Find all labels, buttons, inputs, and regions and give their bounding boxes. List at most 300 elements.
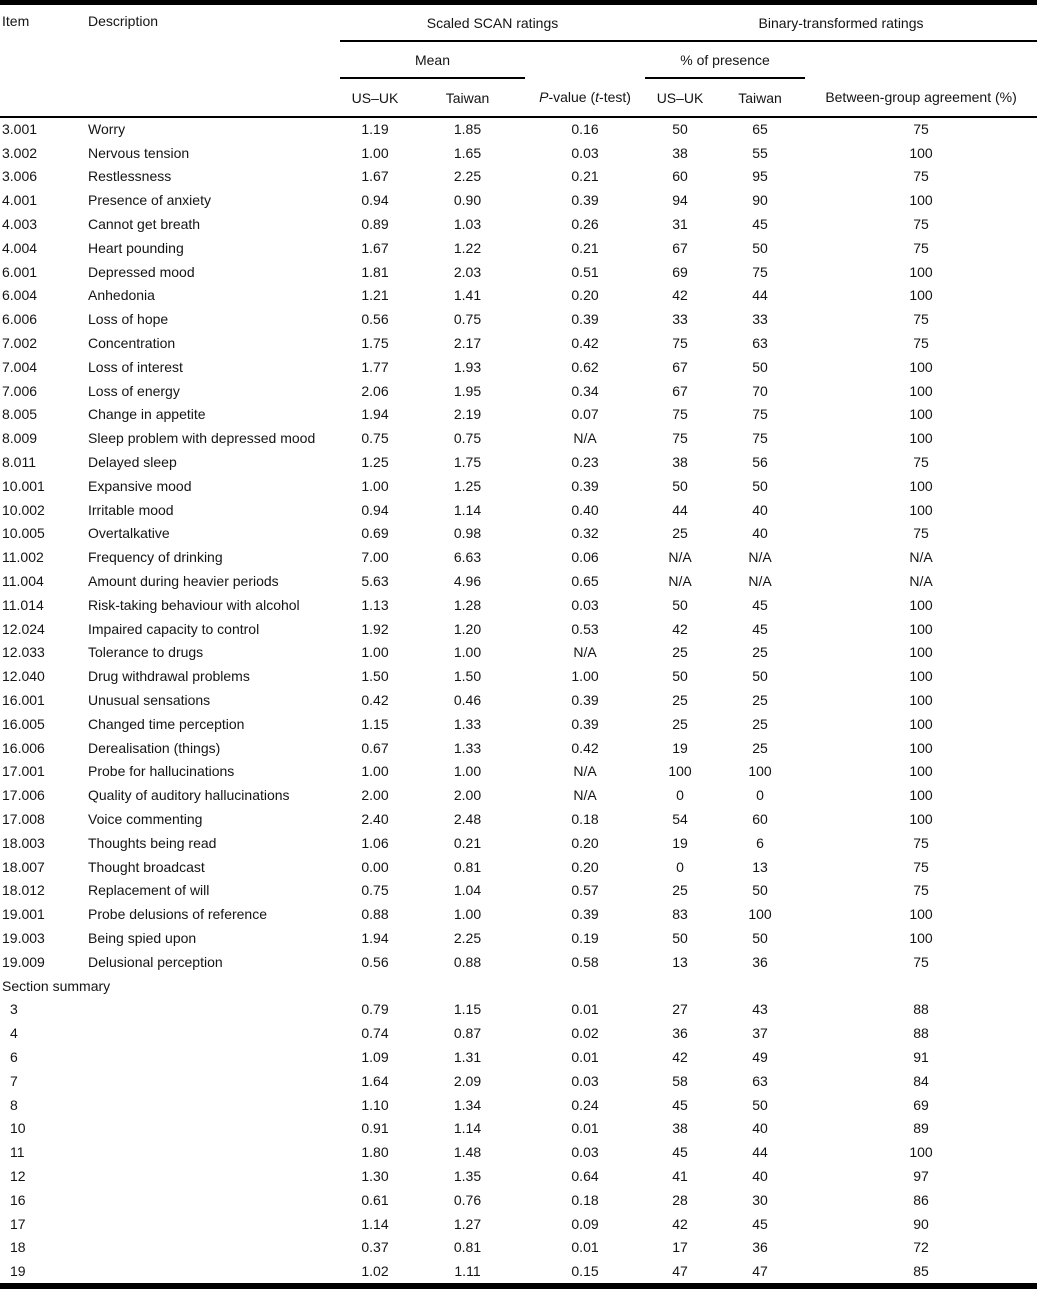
item-cell: 18 [10, 1239, 26, 1256]
p-value-cell: 0.39 [571, 906, 599, 923]
p-value-cell: 0.39 [571, 692, 599, 709]
item-cell: 18.003 [2, 834, 45, 851]
p-value-cell: 0.01 [571, 1239, 599, 1256]
us-uk-mean-cell: 0.67 [361, 739, 389, 756]
taiwan-pct-cell: 0 [756, 787, 764, 804]
desc-cell: Probe for hallucinations [88, 763, 235, 780]
table-row [0, 1116, 1037, 1140]
table-row [0, 212, 1037, 236]
us-uk-pct-cell: 75 [672, 335, 688, 352]
p-value-cell: 0.21 [571, 239, 599, 256]
table-row [0, 569, 1037, 593]
agreement-cell: 100 [909, 192, 933, 209]
agreement-cell: 75 [913, 335, 929, 352]
agreement-cell: 69 [913, 1096, 929, 1113]
taiwan-mean-cell: 1.28 [453, 596, 482, 613]
agreement-cell: 100 [909, 287, 933, 304]
table-row [0, 141, 1037, 165]
item-cell: 7.004 [2, 358, 38, 375]
desc-cell: Being spied upon [88, 929, 197, 946]
us-uk-pct-cell: 67 [672, 358, 688, 375]
us-uk-mean-cell: 0.61 [361, 1191, 389, 1208]
desc-cell: Frequency of drinking [88, 549, 223, 566]
us-uk-pct-cell: 25 [672, 525, 688, 542]
taiwan-pct-cell: 56 [752, 454, 768, 471]
us-uk-pct-cell: 75 [672, 430, 688, 447]
item-cell: 6.001 [2, 263, 38, 280]
item-cell: 10.002 [2, 501, 45, 518]
taiwan-mean-cell: 1.65 [453, 144, 482, 161]
taiwan-pct-cell: N/A [748, 549, 772, 566]
p-value-cell: 0.40 [571, 501, 599, 518]
us-uk-mean-cell: 1.00 [361, 477, 389, 494]
agreement-cell: 100 [909, 596, 933, 613]
item-cell: 12.033 [2, 644, 45, 661]
us-uk-mean-cell: 0.42 [361, 692, 389, 709]
taiwan-mean-cell: 0.81 [453, 1239, 482, 1256]
item-cell: 6.006 [2, 311, 38, 328]
table-row [0, 331, 1037, 355]
desc-cell [85, 1212, 340, 1236]
item-cell: 8.011 [2, 454, 36, 471]
p-value-cell: 0.01 [571, 1120, 599, 1137]
desc-cell: Delusional perception [88, 953, 223, 970]
us-uk-mean-cell: 0.00 [361, 858, 389, 875]
taiwan-mean-cell: 2.48 [453, 811, 482, 827]
us-uk-mean-cell: 0.37 [361, 1239, 389, 1256]
agreement-cell: 91 [913, 1048, 929, 1065]
agreement-cell: 75 [913, 953, 929, 970]
us-uk-mean-cell: 1.02 [361, 1263, 389, 1280]
item-cell: 18.007 [2, 858, 45, 875]
desc-cell: Unusual sensations [88, 692, 211, 709]
taiwan-pct-cell: 25 [752, 644, 768, 661]
us-uk-pct-cell: 42 [672, 620, 688, 637]
taiwan-pct-cell: 50 [752, 929, 768, 946]
us-uk-pct-cell: 58 [672, 1072, 688, 1089]
item-cell: 11 [10, 1144, 25, 1161]
p-value-cell: 0.62 [571, 358, 599, 375]
item-cell: 16.005 [2, 715, 45, 732]
agreement-cell: 90 [913, 1215, 929, 1232]
taiwan-mean-cell: 0.76 [453, 1191, 482, 1208]
header-spacer [525, 41, 645, 78]
p-value-cell: N/A [573, 644, 597, 661]
us-uk-mean-cell: 1.14 [361, 1215, 389, 1232]
item-cell: 12.040 [2, 668, 45, 685]
p-value-cell: 0.03 [571, 144, 599, 161]
agreement-cell: 75 [913, 858, 929, 875]
table-row [0, 474, 1037, 498]
table-row [0, 997, 1037, 1021]
us-uk-pct-cell: 25 [672, 692, 688, 709]
p-value-cell: N/A [573, 763, 597, 780]
agreement-cell: 72 [913, 1239, 929, 1256]
us-uk-pct-cell: 94 [672, 192, 688, 209]
us-uk-pct-cell: 50 [672, 596, 688, 613]
p-value-cell: 0.02 [571, 1025, 599, 1042]
taiwan-pct-cell: 100 [748, 763, 772, 780]
us-uk-pct-cell: 19 [672, 739, 688, 756]
desc-cell: Amount during heavier periods [88, 573, 279, 590]
table-row [0, 1021, 1037, 1045]
us-uk-mean-cell: 1.77 [361, 358, 389, 375]
table-row [0, 307, 1037, 331]
us-uk-pct-cell: N/A [668, 573, 692, 590]
table-row [0, 1069, 1037, 1093]
desc-cell [85, 1140, 340, 1164]
us-uk-mean-cell: 1.21 [361, 287, 389, 304]
agreement-cell: 100 [909, 763, 933, 780]
us-uk-mean-cell: 0.89 [361, 216, 389, 233]
item-cell: 3 [10, 1001, 18, 1018]
item-cell: 4.003 [2, 216, 38, 233]
desc-cell [85, 1259, 340, 1283]
us-uk-pct-cell: 50 [672, 477, 688, 494]
desc-cell [85, 1164, 340, 1188]
taiwan-mean-cell: 1.34 [453, 1096, 482, 1113]
us-uk-pct-cell: 83 [672, 906, 688, 923]
us-uk-mean-cell: 7.00 [361, 549, 389, 566]
item-cell: 7.002 [2, 335, 38, 352]
us-uk-pct-cell: 38 [672, 454, 688, 471]
table-row [0, 760, 1037, 784]
item-cell: 8 [10, 1096, 18, 1113]
p-value-cell: 0.26 [571, 216, 599, 233]
desc-cell: Loss of interest [88, 358, 183, 375]
table-row [0, 284, 1037, 308]
agreement-cell: 100 [909, 406, 933, 423]
desc-cell: Tolerance to drugs [88, 644, 204, 661]
us-uk-mean-cell: 0.91 [361, 1120, 389, 1137]
us-uk-pct-cell: 41 [672, 1167, 688, 1184]
taiwan-mean-cell: 1.27 [453, 1215, 482, 1232]
desc-cell: Voice commenting [88, 811, 203, 827]
desc-cell: Sleep problem with depressed mood [88, 430, 316, 447]
desc-cell: Drug withdrawal problems [88, 668, 250, 685]
taiwan-pct-cell: 43 [752, 1001, 768, 1018]
us-uk-mean-cell: 1.94 [361, 929, 389, 946]
table-row [0, 1093, 1037, 1117]
table-row [0, 379, 1037, 403]
table-row [0, 783, 1037, 807]
taiwan-mean-cell: 1.48 [453, 1144, 482, 1161]
us-uk-mean-cell: 0.75 [361, 430, 389, 447]
table-row [0, 1164, 1037, 1188]
p-value-cell: 0.01 [571, 1048, 599, 1065]
p-value-cell: 0.20 [571, 834, 599, 851]
us-uk-pct-cell: 54 [672, 811, 688, 827]
p-value-cell: 1.00 [571, 668, 599, 685]
taiwan-mean-cell: 2.19 [453, 406, 482, 423]
us-uk-mean-cell: 1.00 [361, 144, 389, 161]
us-uk-pct-cell: 19 [672, 834, 688, 851]
taiwan-mean-cell: 6.63 [453, 549, 482, 566]
p-value-cell: 0.16 [571, 121, 599, 138]
item-cell: 16.001 [2, 692, 45, 709]
agreement-cell: N/A [909, 573, 933, 590]
table-row [0, 902, 1037, 926]
taiwan-pct-cell: 50 [752, 1096, 768, 1113]
agreement-cell: 100 [909, 739, 933, 756]
taiwan-pct-cell: 40 [752, 1120, 768, 1137]
section-summary-label: Section summary [2, 977, 111, 994]
taiwan-pct-cell: 45 [752, 596, 768, 613]
column-header-item: Item [0, 5, 85, 117]
desc-cell: Depressed mood [88, 263, 195, 280]
us-uk-mean-cell: 1.50 [361, 668, 389, 685]
us-uk-pct-cell: 100 [668, 763, 692, 780]
us-uk-pct-cell: 17 [672, 1239, 688, 1256]
us-uk-mean-cell: 0.94 [361, 501, 389, 518]
taiwan-mean-cell: 2.03 [453, 263, 482, 280]
desc-cell: Restlessness [88, 168, 172, 185]
p-value-cell: 0.42 [571, 335, 599, 352]
taiwan-pct-cell: 90 [752, 192, 768, 209]
us-uk-mean-cell: 1.00 [361, 763, 389, 780]
taiwan-pct-cell: 50 [752, 239, 768, 256]
desc-cell [85, 997, 340, 1021]
agreement-cell: 100 [909, 787, 933, 804]
us-uk-mean-cell: 1.19 [361, 121, 389, 138]
us-uk-mean-cell: 1.94 [361, 406, 389, 423]
us-uk-pct-cell: 36 [672, 1025, 688, 1042]
taiwan-mean-cell: 2.00 [453, 787, 482, 804]
us-uk-mean-cell: 0.56 [361, 953, 389, 970]
table-row [0, 1259, 1037, 1283]
table-row [0, 855, 1037, 879]
table-row [0, 450, 1037, 474]
desc-cell: Thought broadcast [88, 858, 205, 875]
us-uk-mean-cell: 5.63 [361, 573, 389, 590]
item-cell: 10.001 [2, 477, 45, 494]
us-uk-pct-cell: 69 [672, 263, 688, 280]
us-uk-pct-cell: 0 [676, 858, 684, 875]
agreement-cell: 100 [909, 1144, 933, 1161]
table-row [0, 617, 1037, 641]
subgroup-header-mean: Mean [340, 41, 525, 78]
table-row [0, 260, 1037, 284]
taiwan-pct-cell: 50 [752, 668, 768, 685]
p-value-cell: 0.20 [571, 287, 599, 304]
taiwan-pct-cell: 75 [752, 263, 768, 280]
us-uk-pct-cell: 42 [672, 287, 688, 304]
us-uk-mean-cell: 0.74 [361, 1025, 389, 1042]
table-bottom-rule [0, 1283, 1037, 1289]
p-value-cell: 0.42 [571, 739, 599, 756]
table-row [0, 545, 1037, 569]
us-uk-mean-cell: 0.94 [361, 192, 389, 209]
agreement-cell: 75 [913, 882, 929, 899]
desc-cell: Heart pounding [88, 239, 184, 256]
us-uk-pct-cell: 27 [672, 1001, 688, 1018]
column-header-description: Description [85, 5, 340, 117]
desc-cell: Probe delusions of reference [88, 906, 267, 923]
item-cell: 3.001 [2, 121, 38, 138]
p-value-cell: 0.06 [571, 549, 599, 566]
item-cell: 7.006 [2, 382, 38, 399]
table-row [0, 188, 1037, 212]
desc-cell: Expansive mood [88, 477, 192, 494]
desc-cell [85, 1093, 340, 1117]
us-uk-pct-cell: 25 [672, 715, 688, 732]
group-header-scaled-scan-ratings: Scaled SCAN ratings [340, 5, 645, 41]
desc-cell: Loss of hope [88, 311, 169, 328]
table-row [0, 403, 1037, 427]
taiwan-mean-cell: 2.17 [453, 335, 482, 352]
taiwan-pct-cell: 25 [752, 715, 768, 732]
taiwan-pct-cell: 50 [752, 477, 768, 494]
column-header-taiwan-pct: Taiwan [715, 78, 805, 117]
us-uk-mean-cell: 1.13 [361, 596, 389, 613]
us-uk-mean-cell: 0.79 [361, 1001, 389, 1018]
us-uk-pct-cell: 47 [672, 1263, 688, 1280]
agreement-cell: 75 [913, 454, 929, 471]
p-value-cell: 0.39 [571, 311, 599, 328]
agreement-cell: 100 [909, 906, 933, 923]
taiwan-mean-cell: 1.75 [453, 454, 482, 471]
taiwan-mean-cell: 1.93 [453, 358, 482, 375]
agreement-cell: 75 [913, 216, 929, 233]
p-value-cell: 0.34 [571, 382, 599, 399]
desc-cell: Overtalkative [88, 525, 170, 542]
table-row [0, 879, 1037, 903]
item-cell: 12.024 [2, 620, 45, 637]
taiwan-mean-cell: 0.81 [453, 858, 482, 875]
us-uk-pct-cell: N/A [668, 549, 692, 566]
taiwan-mean-cell: 1.35 [453, 1167, 482, 1184]
taiwan-mean-cell: 1.03 [453, 216, 482, 233]
p-value-cell: 0.51 [571, 263, 599, 280]
p-value-cell: 0.19 [571, 929, 599, 946]
agreement-cell: 100 [909, 263, 933, 280]
desc-cell: Impaired capacity to control [88, 620, 260, 637]
taiwan-mean-cell: 1.14 [453, 501, 482, 518]
header-spacer [805, 41, 1037, 78]
taiwan-mean-cell: 0.87 [453, 1025, 482, 1042]
us-uk-pct-cell: 31 [672, 216, 688, 233]
column-header-taiwan-mean: Taiwan [410, 78, 525, 117]
us-uk-pct-cell: 25 [672, 882, 688, 899]
us-uk-mean-cell: 1.75 [361, 335, 389, 352]
taiwan-pct-cell: 63 [752, 1072, 768, 1089]
item-cell: 16 [10, 1191, 26, 1208]
taiwan-mean-cell: 1.41 [453, 287, 482, 304]
desc-cell: Irritable mood [88, 501, 174, 518]
us-uk-mean-cell: 1.00 [361, 644, 389, 661]
taiwan-mean-cell: 0.21 [453, 834, 482, 851]
item-cell: 17 [10, 1215, 26, 1232]
agreement-cell: 89 [913, 1120, 929, 1137]
item-cell: 17.006 [2, 787, 45, 804]
agreement-cell: 100 [909, 430, 933, 447]
p-value-cell: 0.18 [571, 1191, 599, 1208]
item-cell: 3.002 [2, 144, 38, 161]
agreement-cell: 100 [909, 144, 933, 161]
table-row [0, 236, 1037, 260]
taiwan-pct-cell: 45 [752, 216, 768, 233]
us-uk-pct-cell: 28 [672, 1191, 688, 1208]
desc-cell: Risk-taking behaviour with alcohol [88, 596, 300, 613]
taiwan-pct-cell: 25 [752, 739, 768, 756]
item-cell: 10.005 [2, 525, 45, 542]
desc-cell: Loss of energy [88, 382, 180, 399]
taiwan-mean-cell: 0.75 [453, 311, 482, 328]
taiwan-mean-cell: 1.25 [453, 477, 482, 494]
us-uk-mean-cell: 1.67 [361, 239, 389, 256]
item-cell: 4.004 [2, 239, 38, 256]
taiwan-pct-cell: 65 [752, 121, 768, 138]
us-uk-mean-cell: 1.15 [361, 715, 389, 732]
taiwan-mean-cell: 1.85 [453, 121, 482, 138]
desc-cell: Nervous tension [88, 144, 190, 161]
table-row [0, 807, 1037, 831]
item-cell: 11.014 [2, 596, 44, 613]
column-header-p-value: P-value (t-test) [525, 78, 645, 117]
p-value-cell: N/A [573, 787, 597, 804]
taiwan-pct-cell: 13 [752, 858, 768, 875]
item-cell: 18.012 [2, 882, 45, 899]
taiwan-mean-cell: 2.25 [453, 168, 482, 185]
taiwan-pct-cell: 40 [752, 525, 768, 542]
table-row [0, 498, 1037, 522]
agreement-cell: 75 [913, 834, 929, 851]
agreement-cell: 100 [909, 668, 933, 685]
p-value-cell: 0.53 [571, 620, 599, 637]
taiwan-pct-cell: 25 [752, 692, 768, 709]
us-uk-pct-cell: 45 [672, 1144, 688, 1161]
us-uk-mean-cell: 0.69 [361, 525, 389, 542]
taiwan-mean-cell: 1.50 [453, 668, 482, 685]
table-row [0, 522, 1037, 546]
table-row [0, 736, 1037, 760]
us-uk-mean-cell: 1.92 [361, 620, 389, 637]
item-cell: 11.004 [2, 573, 44, 590]
us-uk-mean-cell: 0.56 [361, 311, 389, 328]
us-uk-pct-cell: 67 [672, 239, 688, 256]
p-value-cell: 0.39 [571, 477, 599, 494]
column-header-us-uk-mean: US–UK [340, 78, 410, 117]
item-cell: 19.001 [2, 906, 45, 923]
agreement-cell: N/A [909, 549, 933, 566]
table-row [0, 1045, 1037, 1069]
table-row [0, 1235, 1037, 1259]
agreement-cell: 100 [909, 811, 933, 827]
us-uk-mean-cell: 1.25 [361, 454, 389, 471]
taiwan-mean-cell: 0.98 [453, 525, 482, 542]
item-cell: 17.001 [2, 763, 45, 780]
desc-cell: Presence of anxiety [88, 192, 211, 209]
p-value-cell: 0.03 [571, 1144, 599, 1161]
agreement-cell: 75 [913, 168, 929, 185]
table-row [0, 1140, 1037, 1164]
desc-cell [85, 1188, 340, 1212]
table-row [0, 165, 1037, 189]
item-cell: 11.002 [2, 549, 44, 566]
us-uk-mean-cell: 1.81 [361, 263, 389, 280]
us-uk-mean-cell: 1.06 [361, 834, 389, 851]
desc-cell: Cannot get breath [88, 216, 201, 233]
p-value-cell: 0.64 [571, 1167, 599, 1184]
agreement-cell: 75 [913, 121, 929, 138]
us-uk-pct-cell: 50 [672, 668, 688, 685]
agreement-cell: 75 [913, 525, 929, 542]
taiwan-mean-cell: 1.11 [454, 1263, 481, 1280]
taiwan-pct-cell: 95 [752, 168, 768, 185]
p-value-cell: 0.58 [571, 953, 599, 970]
taiwan-pct-cell: 30 [752, 1191, 768, 1208]
taiwan-pct-cell: 70 [752, 382, 768, 399]
